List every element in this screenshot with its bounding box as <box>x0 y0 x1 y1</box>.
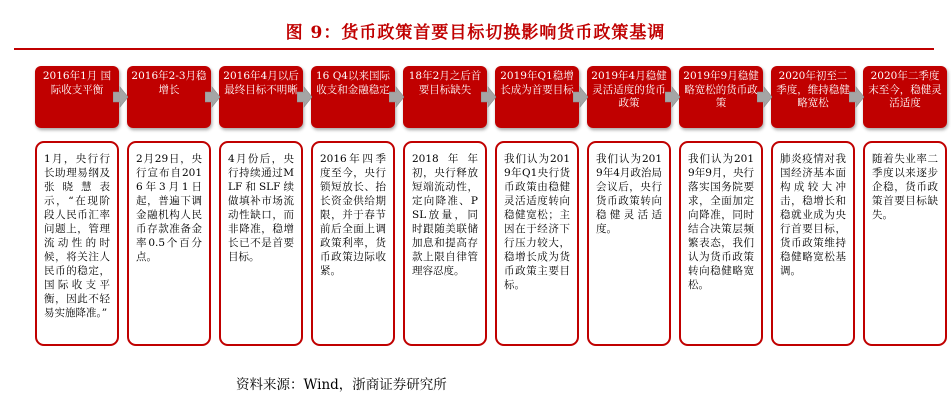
stage-6-header: 2019年Q1稳增长成为首要目标 <box>495 66 579 128</box>
arrow-right-icon <box>113 86 128 108</box>
stage-5-header: 18年2月之后首要目标缺失 <box>403 66 487 128</box>
stage-7-header: 2019年4月稳健灵活适度的货币政策 <box>587 66 671 128</box>
stage-2-description: 2月29日，央行宣布自2016年3月1日起，普遍下调金融机构人民币存款准备金率0.5个百分点。 <box>127 141 211 346</box>
arrow-right-icon <box>205 86 220 108</box>
source-note: 资料来源：Wind，浙商证券研究所 <box>236 377 447 393</box>
figure-title: 图 9：货币政策首要目标切换影响货币政策基调 <box>285 23 666 43</box>
title-divider <box>14 48 934 50</box>
stage-10-header: 2020年二季度末至今，稳健灵活适度 <box>863 66 947 128</box>
arrow-right-icon <box>757 86 772 108</box>
arrow-right-icon <box>573 86 588 108</box>
arrow-right-icon <box>849 86 864 108</box>
arrow-right-icon <box>481 86 496 108</box>
stage-9-header: 2020年初至二季度，维持稳健略宽松 <box>771 66 855 128</box>
stage-8-header: 2019年9月稳健略宽松的货币政策 <box>679 66 763 128</box>
stage-10-description: 随着失业率二季度以来逐步企稳，货币政策首要目标缺失。 <box>863 141 947 346</box>
stage-5-description: 2018年年初，央行释放短端流动性，定向降准、PSL放量，同时跟随美联储加息和提高存款上限自律管理容忍度。 <box>403 141 487 346</box>
stage-3-description: 4月份后，央行持续通过MLF和SLF续做填补市场流动性缺口，而非降准，稳增长已不是首要目标。 <box>219 141 303 346</box>
stage-6-description: 我们认为2019年Q1央行货币政策由稳健灵活适度转向稳健宽松；主因在于经济下行压力较大，稳增长成为货币政策主要目标。 <box>495 141 579 346</box>
stage-7-description: 我们认为2019年4月政治局会议后，央行货币政策转向稳健灵活适度。 <box>587 141 671 346</box>
stage-9-description: 肺炎疫情对我国经济基本面构成较大冲击，稳增长和稳就业成为央行首要目标，货币政策维持稳健略宽松基调。 <box>771 141 855 346</box>
stage-1-header: 2016年1月 国际收支平衡 <box>35 66 119 128</box>
stage-4-description: 2016年四季度至今，央行锁短放长、抬长资金供给期限，并于春节前后全面上调政策利率，货币政策边际收紧。 <box>311 141 395 346</box>
stage-3-header: 2016年4月以后最终目标不明晰 <box>219 66 303 128</box>
stage-2-header: 2016年2-3月稳增长 <box>127 66 211 128</box>
arrow-right-icon <box>389 86 404 108</box>
arrow-right-icon <box>297 86 312 108</box>
arrow-right-icon <box>665 86 680 108</box>
stage-4-header: 16 Q4以来国际收支和金融稳定 <box>311 66 395 128</box>
stage-1-description: 1月，央行行长助理易纲及张晓慧表示，“在现阶段人民币汇率问题上，管理流动性的时候，将关注人民币的稳定，国际收支平衡，因此不轻易实施降准。” <box>35 141 119 346</box>
stage-8-description: 我们认为2019年9月，央行落实国务院要求，全面加定向降准，同时结合决策层频繁表态，我们认为货币政策转向稳健略宽松。 <box>679 141 763 346</box>
